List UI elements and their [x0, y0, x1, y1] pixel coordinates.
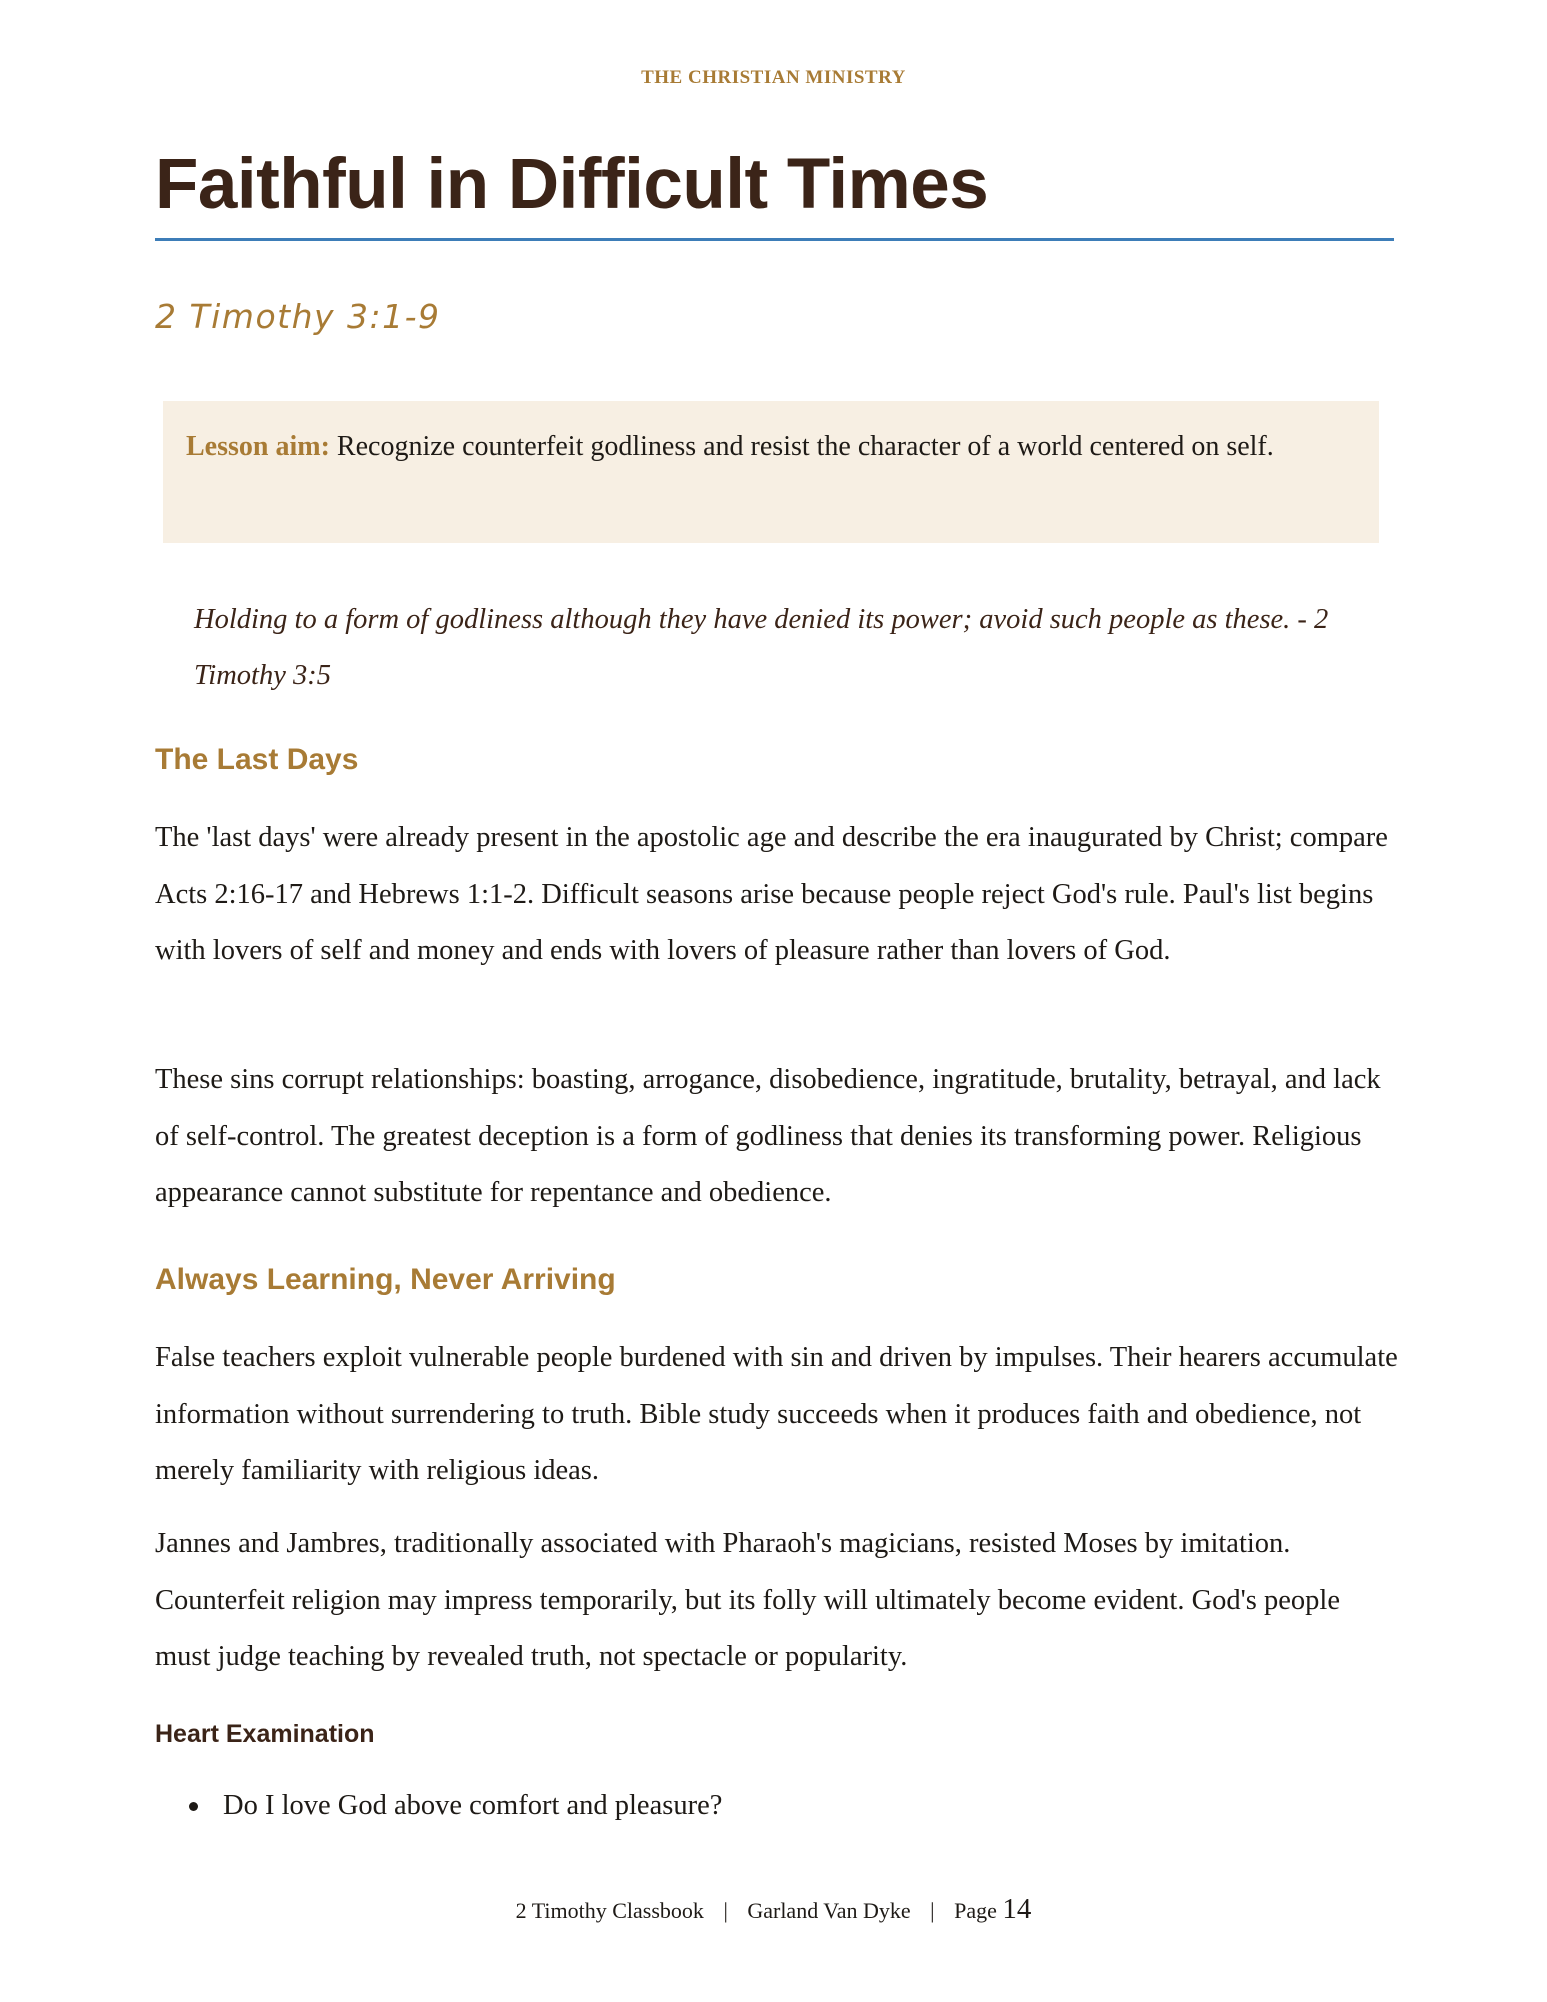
paragraph: Jannes and Jambres, traditionally associated with Pharaoh's magicians, resisted Moses by imitation. Counterfeit religion may impress temporarily, but its folly will ultimately become evident. God's people must judge teaching by revealed truth, not spectacle or popularity. [155, 1528, 1340, 1672]
epigraph-quote: Holding to a form of godliness although they have denied its power; avoid such people as these. - 2 Timothy 3:5 [194, 604, 1329, 691]
lesson-aim-text: Recognize counterfeit godliness and resist the character of a world centered on self. [336, 431, 1274, 462]
section-heading-always-learning: Always Learning, Never Arriving [155, 1263, 616, 1296]
examination-list [155, 1778, 1355, 1834]
footer-separator: | [723, 1898, 728, 1923]
footer-book-title: 2 Timothy Classbook [515, 1898, 704, 1923]
footer-separator: | [930, 1898, 935, 1923]
footer-author: Garland Van Dyke [747, 1898, 911, 1923]
list-item-text: Do I love God above comfort and pleasure? [223, 1790, 723, 1821]
paragraph: False teachers exploit vulnerable people burdened with sin and driven by impulses. Their hearers accumulate information without surrendering to truth. Bible study succeeds when it produces faith and obedience, not merely familiarity with religious ideas. [155, 1342, 1398, 1486]
title-divider [155, 238, 1394, 241]
footer-page-number: 14 [1002, 1893, 1032, 1925]
running-head: THE CHRISTIAN MINISTRY [641, 67, 906, 88]
list-item [155, 1778, 1355, 1834]
heart-examination-heading: Heart Examination [155, 1720, 375, 1748]
lesson-aim-box [163, 401, 1379, 543]
paragraph: These sins corrupt relationships: boasting, arrogance, disobedience, ingratitude, brutality, betrayal, and lack of self-control. The greatest deception is a form of godliness that denies its transforming power. Religious appearance cannot substitute for repentance and obedience. [155, 1064, 1381, 1208]
scripture-reference: 2 Timothy 3:1-9 [155, 297, 441, 336]
section-heading-last-days: The Last Days [155, 743, 359, 776]
lesson-aim-label: Lesson aim: [186, 431, 330, 462]
page-title: Faithful in Difficult Times [155, 145, 989, 224]
page-footer [0, 1893, 1547, 1926]
paragraph: The 'last days' were already present in the apostolic age and describe the era inaugurated by Christ; compare Acts 2:16-17 and Hebrews 1:1-2. Difficult seasons arise because people reject God's rule. Paul's list begins with lovers of self and money and ends with lovers of pleasure rather than lovers of God. [155, 822, 1388, 966]
bullet-icon [189, 1802, 198, 1811]
footer-page-label: Page [954, 1898, 997, 1923]
